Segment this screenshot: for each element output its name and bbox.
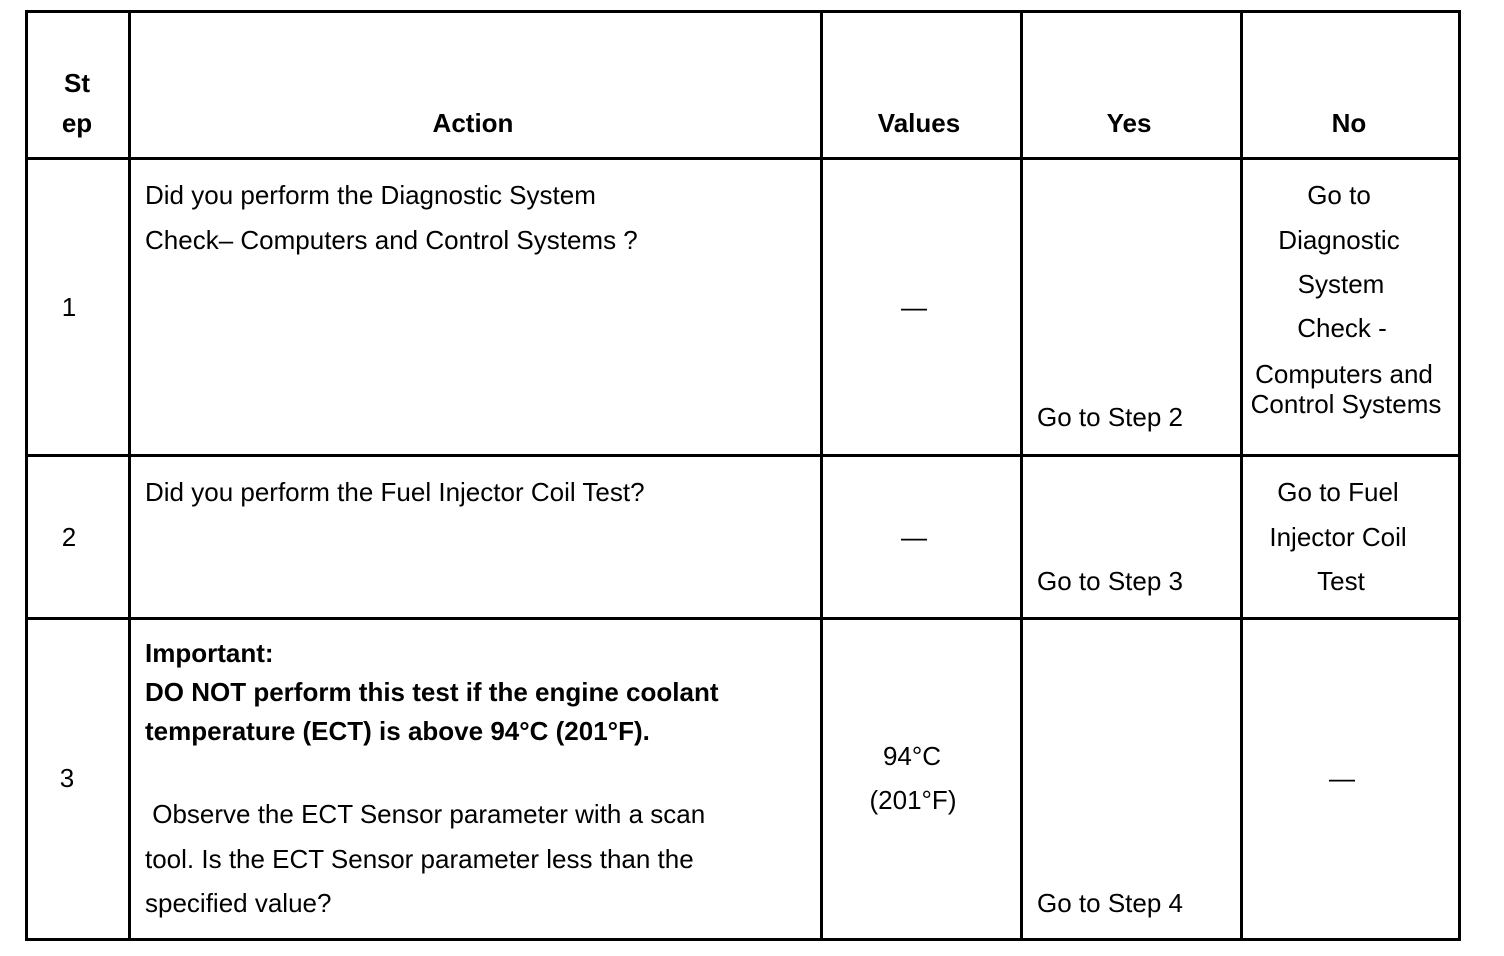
row-3-important-line2: temperature (ECT) is above 94°C (201°F). (145, 716, 650, 746)
row-1-no-line3: System (1297, 269, 1385, 299)
row-3-value-line1: 94°C (882, 741, 942, 771)
row-3-action-line3: specified value? (145, 888, 332, 918)
row-1-no-line1: Go to (1307, 180, 1371, 210)
header-action: Action (432, 108, 514, 138)
row-1-divider (28, 454, 1458, 457)
row-2-no-line3: Test (1317, 566, 1365, 596)
column-divider-values (1020, 13, 1023, 938)
header-values: Values (877, 108, 961, 138)
row-2-divider (28, 617, 1458, 620)
header-step-line1: St (64, 68, 90, 98)
header-yes: Yes (1106, 108, 1152, 138)
row-2-no-line1: Go to Fuel (1277, 477, 1399, 507)
row-3-no: — (1329, 763, 1355, 793)
row-1-action-line1: Did you perform the Diagnostic System (145, 180, 596, 210)
row-3-action-line1: Observe the ECT Sensor parameter with a scan (145, 799, 706, 829)
row-1-yes: Go to Step 2 (1037, 402, 1183, 432)
row-1-action-line2: Check– Computers and Control Systems ? (145, 225, 638, 255)
row-1-no-line6: Control Systems (1250, 389, 1442, 419)
row-2-value: — (901, 522, 927, 552)
header-no: No (1331, 108, 1367, 138)
row-2-step: 2 (61, 522, 77, 552)
row-3-yes: Go to Step 4 (1037, 888, 1183, 918)
row-2-action-line1: Did you perform the Fuel Injector Coil Test? (145, 477, 645, 507)
row-3-step: 3 (59, 763, 75, 793)
row-3-value-line2: (201°F) (869, 785, 957, 815)
row-1-no-line4: Check - (1297, 313, 1387, 343)
row-3-important-label: Important: (145, 638, 274, 668)
row-1-value: — (901, 292, 927, 322)
column-divider-step (128, 13, 131, 938)
row-2-no-line2: Injector Coil (1269, 522, 1407, 552)
row-2-yes: Go to Step 3 (1037, 566, 1183, 596)
row-1-no-line2: Diagnostic (1278, 225, 1400, 255)
row-3-important-line1: DO NOT perform this test if the engine coolant (145, 677, 719, 707)
row-1-step: 1 (61, 292, 77, 322)
row-1-no-line5: Computers and (1255, 359, 1433, 389)
row-3-action-line2: tool. Is the ECT Sensor parameter less than the (145, 844, 694, 874)
header-step-line2: ep (61, 108, 93, 138)
header-row-divider (28, 157, 1458, 160)
